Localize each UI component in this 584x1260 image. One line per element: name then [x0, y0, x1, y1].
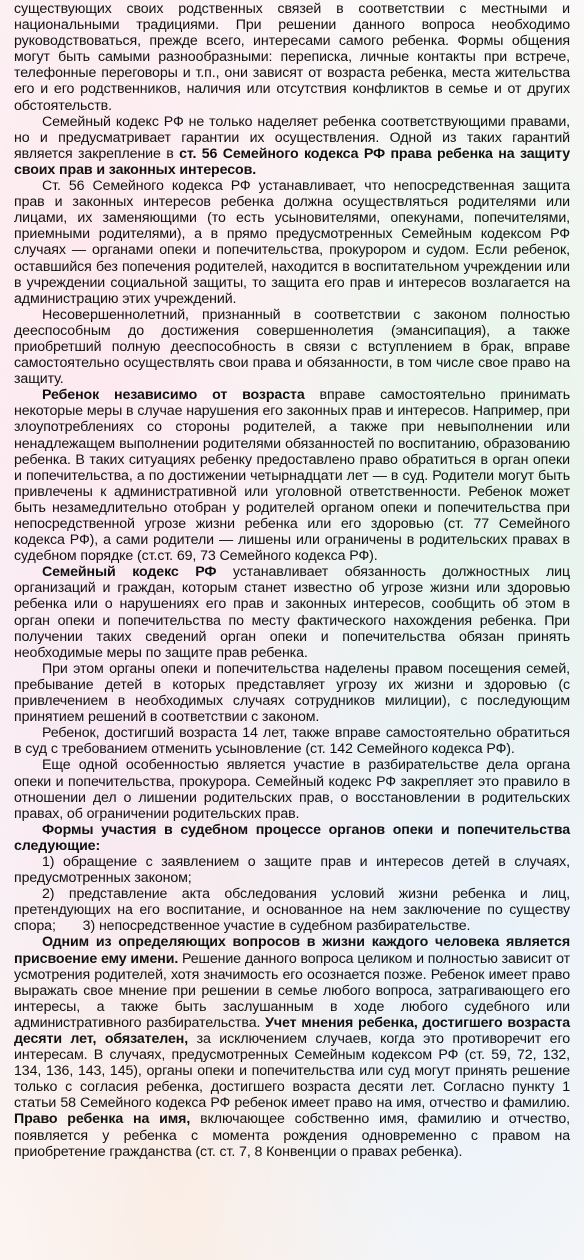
- paragraph-family-ties: существующих своих родственных связей в соответствии с местными и национальными традициями. При решении данного вопроса необходимо руководствоваться, прежде всего, интересами самого ребенка. Формы общения могут быть самыми разнообразными: переписка, личные контакты при встрече, телефонные переговоры и т.п., они зависят от возраста ребенка, места жительства его и его родственников, наличия или отсутствия конфликтов в семье и от других обстоятельств.: [14, 1, 570, 114]
- bold-emphasis: Одним из определяющих вопросов в жизни каждого человека является присвоение ему имени.: [14, 934, 570, 967]
- paragraph-guarantees: [14, 114, 570, 178]
- bold-emphasis: Формы участия в судебном процессе органов опеки и попечительства следующие:: [14, 821, 570, 854]
- bold-emphasis: Учет мнения ребенка, достигшего возраста десяти лет, обязателен,: [14, 1014, 570, 1047]
- paragraph-child-name: [14, 934, 570, 1159]
- paragraph-text: вправе самостоятельно принимать некоторые меры в случае нарушения его законных прав и интересов. Например, при злоупотреблениях со стороны родителей, а также при невыполнении или ненадлежащем выполнении родителями обязанностей по воспитанию, образованию ребенка. В таких ситуациях ребенку предоставлено право обратиться в орган опеки и попечительства, а по достижении четырнадцати лет — в суд. Родители могут быть привлечены к административной или уголовной ответственности. Ребенок может быть незамедлительно отобран у родителей органом опеки и попечительства при непосредственной угрозе жизни ребенка или его здоровью (ст. 77 Семейного кодекса РФ), а сами родители — лишены или ограничены в родительских правах в судебном порядке (ст.ст. 69, 73 Семейного кодекса РФ).: [14, 387, 570, 565]
- bold-emphasis: Семейный кодекс РФ: [42, 564, 217, 581]
- list-item: 1) обращение с заявлением о защите прав и интересов детей в случаях, предусмотренных законом;: [14, 853, 570, 887]
- paragraph-text: Семейный кодекс РФ не только наделяет ребенка соответствующими правами, но и предусматривает гарантии их осуществления. Одной из таких гарантий является закрепление в: [14, 113, 570, 162]
- bold-emphasis: Право ребенка на имя,: [14, 1111, 191, 1128]
- paragraph-forms-heading: [14, 822, 570, 854]
- paragraph-family-visits: При этом органы опеки и попечительства наделены правом посещения семей, пребывание детей в которых представляет угрозу их жизни и здоровью (с привлечением в необходимых случаях сотрудников милиции), с последующим принятием решений в соответствии с законом.: [14, 660, 570, 726]
- paragraph-text: за исключением случаев, когда это противоречит его интересам. В случаях, предусмотренных Семейным кодексом РФ (ст. 59, 72, 132, 134, 136, 143, 145), органы опеки и попечительства или суд могут принять решение только с согласия ребенка, достигшего возраста десяти лет. Согласно пункту 1 статьи 58 Семейного кодекса РФ ребенок имеет право на имя, отчество и фамилию.: [14, 1031, 570, 1112]
- paragraph-emancipation: Несовершеннолетний, признанный в соответствии с законом полностью дееспособным до достижения совершеннолетия (эмансипация), а также приобретший полную дееспособность в связи с вступлением в брак, вправе самостоятельно осуществлять свои права и обязанности, в том числе свое право на защиту.: [14, 306, 570, 388]
- paragraph-text: устанавливает обязанность должностных лиц организаций и граждан, которым станет известно об угрозе жизни или здоровью ребенка или о нарушениях его прав и законных интересов, сообщить об этом в орган опеки и попечительства по месту фактического нахождения ребенка. При получении таких сведений орган опеки и попечительства обязан принять необходимые меры по защите прав ребенка.: [14, 564, 570, 661]
- paragraph-text: включающее собственно имя, фамилию и отчество, появляется у ребенка с момента рождения одновременно с правом на приобретение гражданства (ст. ст. 7, 8 Конвенции о правах ребенка).: [14, 1111, 570, 1160]
- document-body: [14, 0, 574, 1160]
- list-item: 2) представление акта обследования условий жизни ребенка и лиц, претендующих на его воспитание, и основанное на нем заключение по существу спора; 3) непосредственное участие в судебном разбирательстве.: [14, 886, 574, 935]
- paragraph-age-14: Ребенок, достигший возраста 14 лет, также вправе самостоятельно обратиться в суд с требованием отменить усыновление (ст. 142 Семейного кодекса РФ).: [14, 725, 570, 758]
- paragraph-court-participation: Еще одной особенностью является участие в разбирательстве дела органа опеки и попечительства, прокурора. Семейный кодекс РФ закрепляет это правило в отношении дел о лишении родительских прав, о восстановлении в родительских правах, об ограничении родительских прав.: [14, 757, 570, 822]
- paragraph-child-independent: [14, 387, 570, 564]
- paragraph-article-56: Ст. 56 Семейного кодекса РФ устанавливает, что непосредственная защита прав и законных интересов ребенка должна осуществляться родителями или лицами, их заменяющими (то есть усыновителями, опекунами, попечителями, приемными родителями), а в прямо предусмотренных Семейным кодексом РФ случаях — органами опеки и попечительства, прокурором и судом. Если ребенок, оставшийся без попечения родителей, находится в воспитательном учреждении или в учреждении социальной защиты, то защита его прав и интересов возлагается на администрацию этих учреждений.: [14, 178, 570, 307]
- bold-emphasis: ст. 56 Семейного кодекса РФ права ребенка на защиту своих прав и законных интересов.: [14, 145, 570, 178]
- bold-emphasis: Ребенок независимо от возраста: [42, 387, 305, 404]
- paragraph-text: Решение данного вопроса целиком и полностью зависит от усмотрения родителей, хотя значимость его осознается позже. Ребенок имеет право выражать свое мнение при решении в семье любого вопроса, затрагивающего его интересы, а также быть заслушанным в ходе любого судебного или административного разбирательства.: [14, 950, 570, 1031]
- paragraph-family-code-duty: [14, 564, 570, 661]
